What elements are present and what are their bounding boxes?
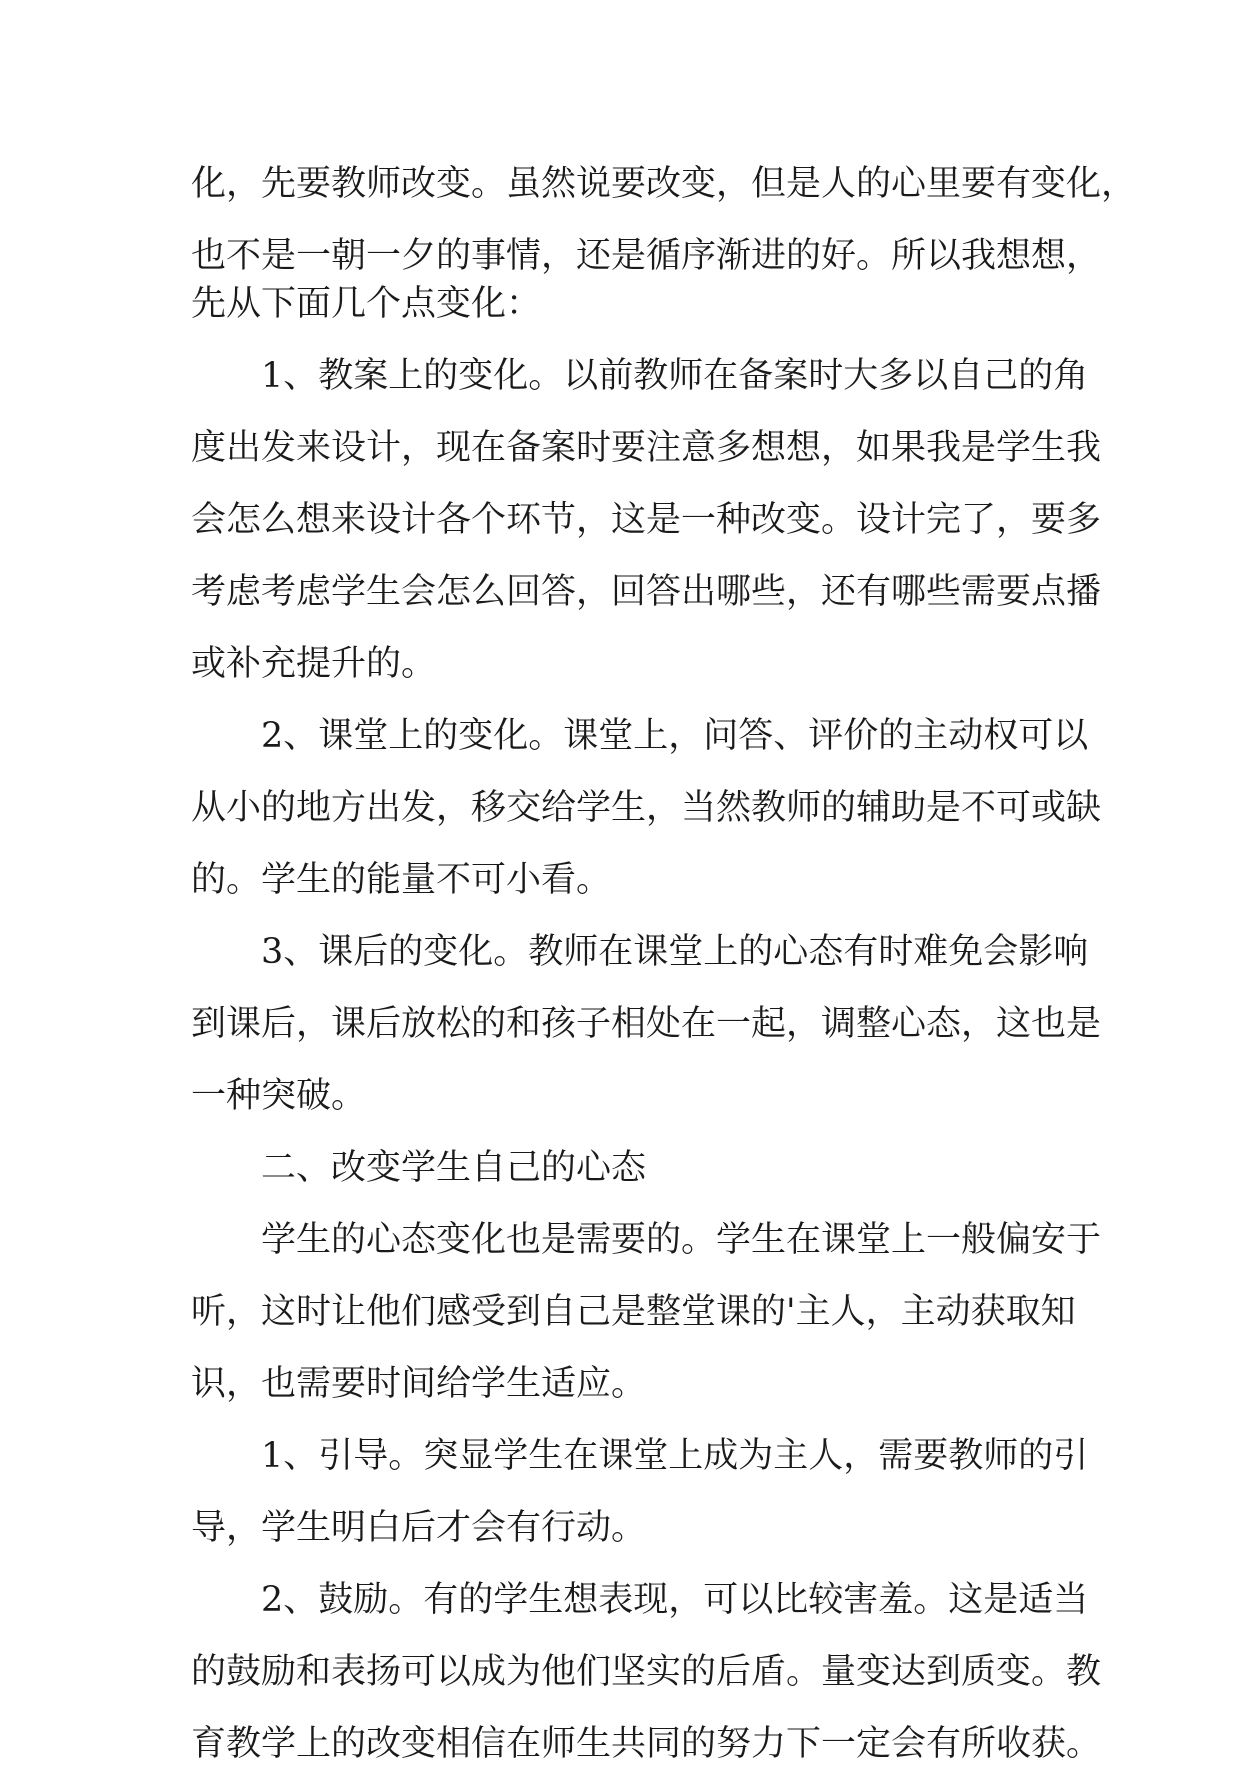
text-line: 识，也需要时间给学生适应。: [191, 1364, 647, 1404]
text-line: 会怎么想来设计各个环节，这是一种改变。设计完了，要多: [191, 500, 1102, 540]
text-line: 从小的地方出发，移交给学生，当然教师的辅助是不可或缺: [191, 788, 1102, 828]
text-line: 学生的心态变化也是需要的。学生在课堂上一般偏安于: [261, 1220, 1102, 1260]
text-line: 导，学生明白后才会有行动。: [191, 1508, 647, 1548]
text-line: 到课后，课后放松的和孩子相处在一起，调整心态，这也是: [191, 1004, 1102, 1044]
text-line: 或补充提升的。: [191, 644, 437, 684]
text-line: 2、鼓励。有的学生想表现，可以比较害羞。这是适当: [261, 1580, 1089, 1620]
text-line: 也不是一朝一夕的事情，还是循序渐进的好。所以我想想，: [191, 236, 1102, 276]
text-line: 先从下面几个点变化：: [191, 284, 542, 324]
text-line: 的鼓励和表扬可以成为他们坚实的后盾。量变达到质变。教: [191, 1652, 1102, 1692]
text-line: 度出发来设计，现在备案时要注意多想想，如果我是学生我: [191, 428, 1102, 468]
text-line: 1、引导。突显学生在课堂上成为主人，需要教师的引: [261, 1436, 1089, 1476]
text-line: 2、课堂上的变化。课堂上，问答、评价的主动权可以: [261, 716, 1089, 756]
text-line: 考虑考虑学生会怎么回答，回答出哪些，还有哪些需要点播: [191, 572, 1102, 612]
text-line: 1、教案上的变化。以前教师在备案时大多以自己的角: [261, 356, 1089, 396]
text-line: 听，这时让他们感受到自己是整堂课的'主人，主动获取知: [191, 1292, 1076, 1332]
text-line: 的。学生的能量不可小看。: [191, 860, 612, 900]
text-line: 化，先要教师改变。虽然说要改变，但是人的心里要有变化，: [191, 164, 1137, 204]
text-line: 一种突破。: [191, 1076, 367, 1116]
document-body: [191, 160, 1137, 1768]
section-heading: 二、改变学生自己的心态: [261, 1148, 647, 1188]
text-line: 育教学上的改变相信在师生共同的努力下一定会有所收获。: [191, 1724, 1102, 1764]
text-line: 3、课后的变化。教师在课堂上的心态有时难免会影响: [261, 932, 1089, 972]
